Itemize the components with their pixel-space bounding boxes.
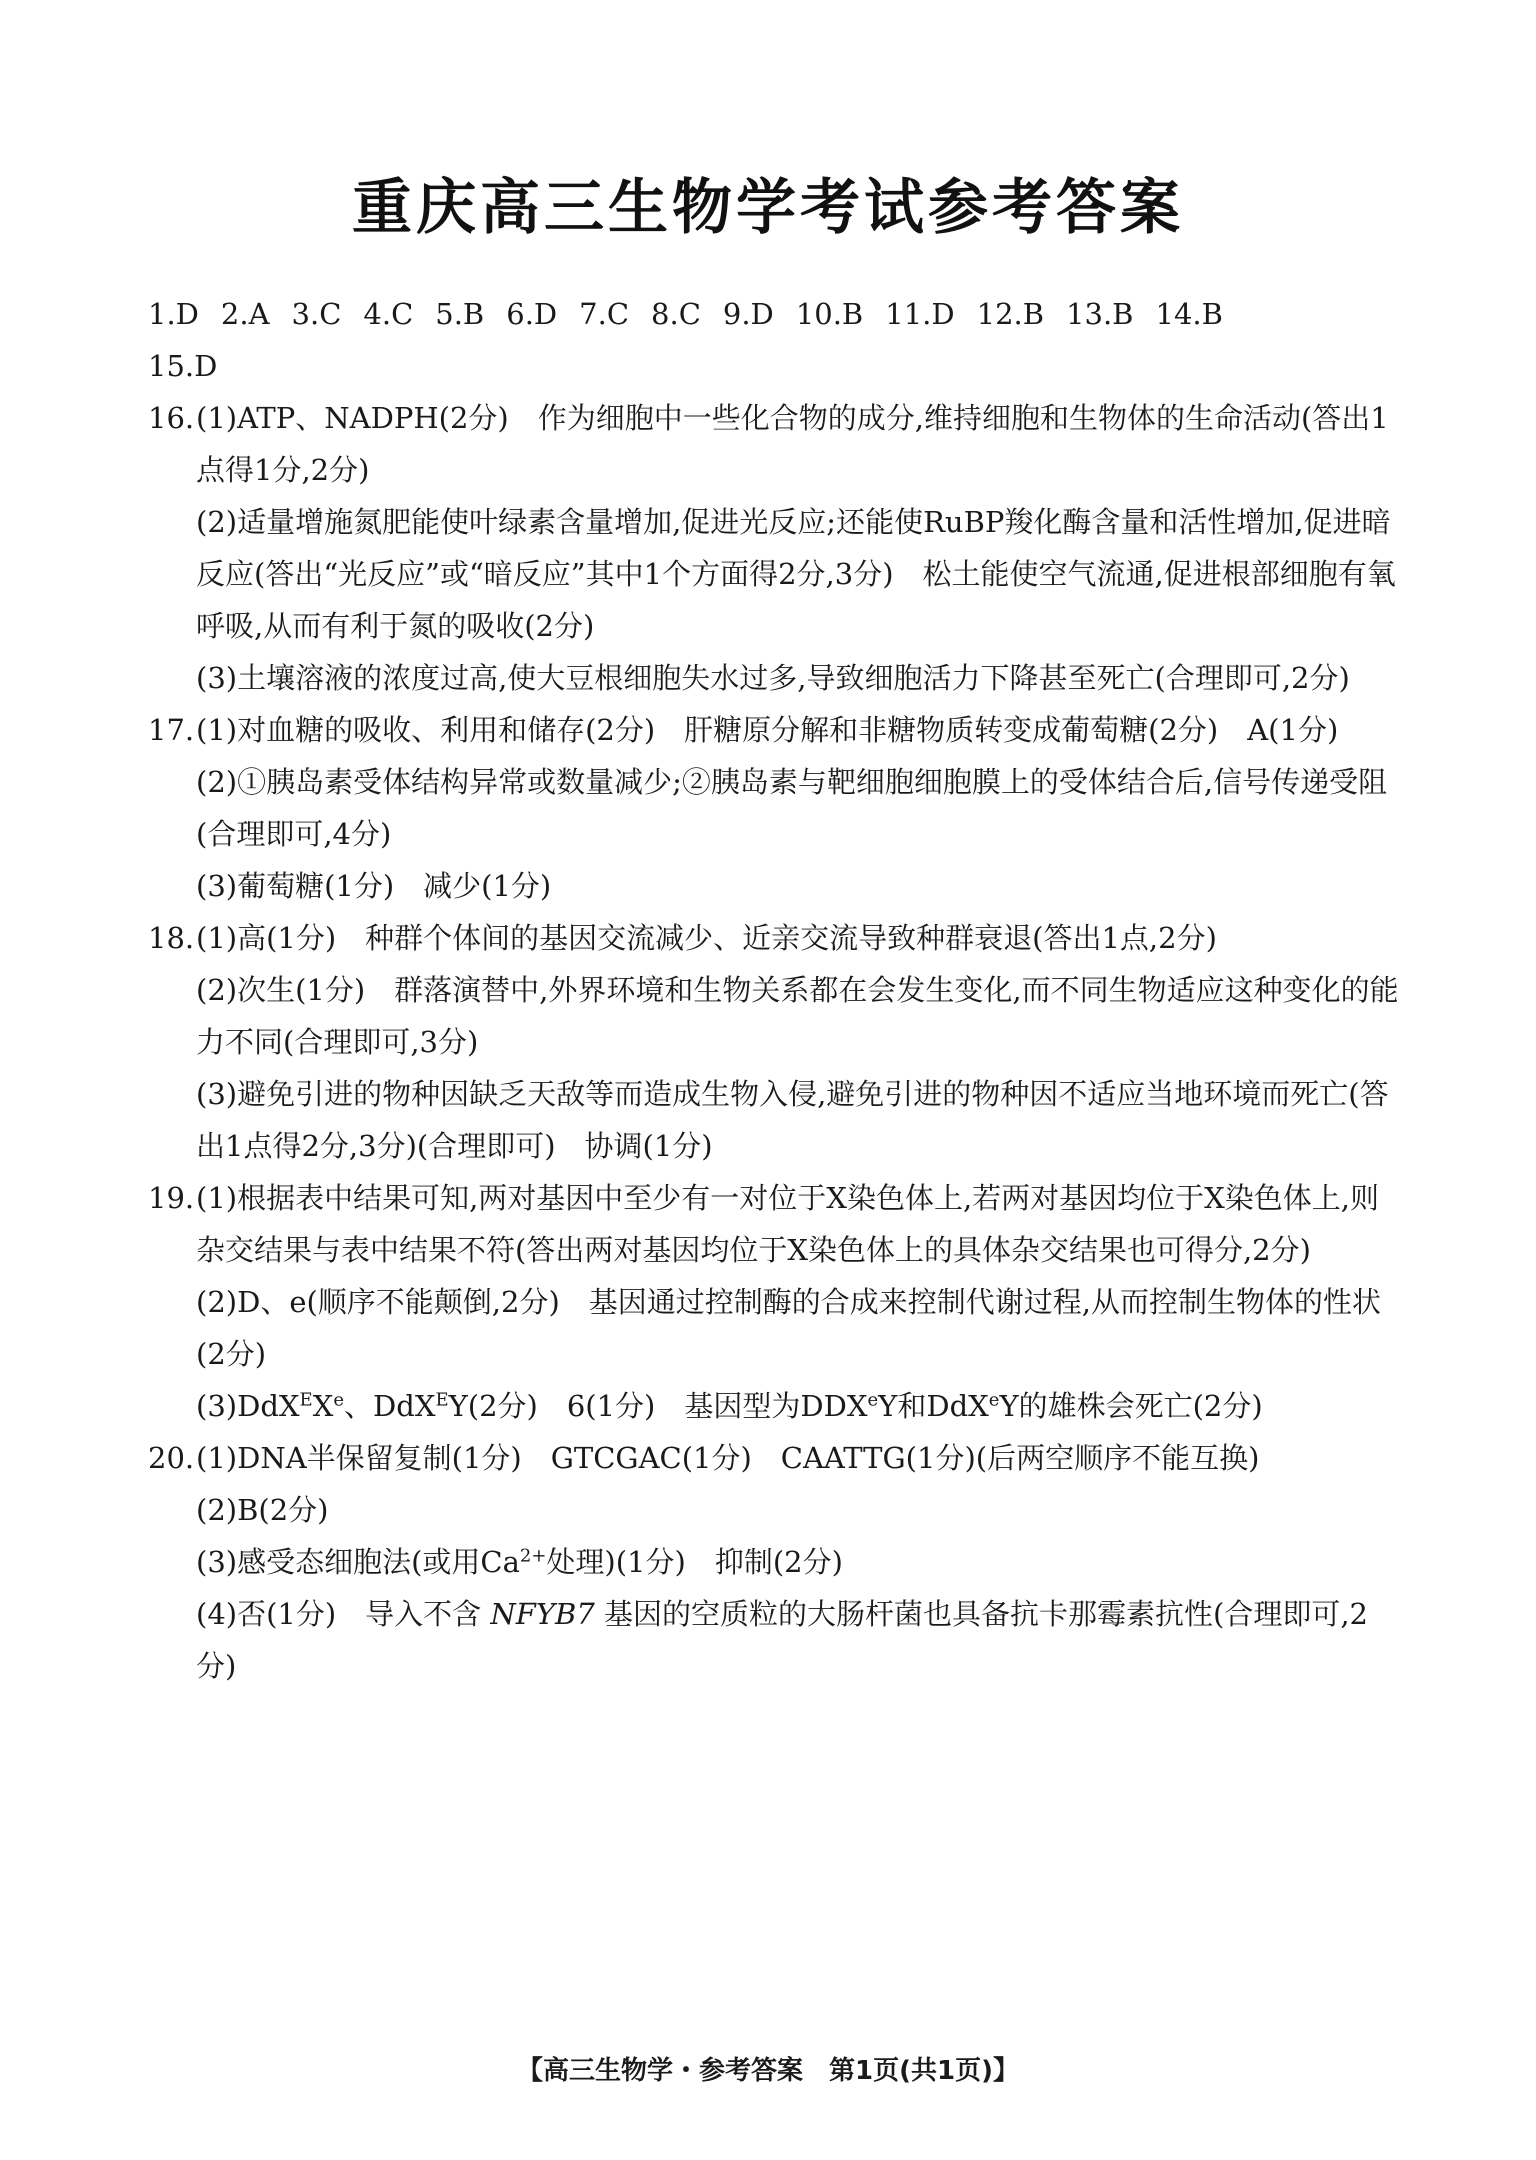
multiple-choice-line-2 <box>148 340 1408 392</box>
question-number: 16. <box>148 401 195 435</box>
mc-answer: 8.C <box>651 297 701 331</box>
mc-answer: 2.A <box>220 297 270 331</box>
answer-part: (2)D、e(顺序不能颠倒,2分) 基因通过控制酶的合成来控制代谢过程,从而控制生物体的性状(2分) <box>196 1285 1382 1371</box>
question-number: 18. <box>148 921 195 955</box>
question-number: 20. <box>148 1441 195 1475</box>
mc-answer: 1.D <box>148 297 199 331</box>
superscript: e <box>333 1389 344 1411</box>
mc-answer: 9.D <box>722 297 774 331</box>
answer-part: (2)B(2分) <box>196 1493 329 1527</box>
superscript: E <box>299 1389 313 1411</box>
multiple-choice-line-1 <box>148 288 1408 340</box>
question-number: 17. <box>148 713 195 747</box>
superscript: e <box>988 1389 1000 1411</box>
answer-part: (2)适量增施氮肥能使叶绿素含量增加,促进光反应;还能使RuBP羧化酶含量和活性增加,促进暗反应(答出“光反应”或“暗反应”其中1个方面得2分,3分) 松土能使空气流通,促进根部细胞有氧呼吸,从而有利于氮的吸收(2分) <box>196 505 1396 643</box>
answer-part: (3)避免引进的物种因缺乏天敌等而造成生物入侵,避免引进的物种因不适应当地环境而死亡(答出1点得2分,3分)(合理即可) 协调(1分) <box>196 1077 1389 1163</box>
text-run: (4)否(1分) 导入不含 <box>196 1597 482 1631</box>
text-run: 、DdX <box>344 1389 436 1423</box>
mc-answer: 3.C <box>291 297 342 331</box>
gene-name: NFYB7 <box>490 1597 595 1631</box>
question-20 <box>148 1432 1408 1692</box>
mc-answer: 6.D <box>506 297 558 331</box>
mc-answer: 12.B <box>976 297 1045 331</box>
text-run: (3)感受态细胞法(或用Ca <box>196 1545 520 1579</box>
question-number: 19. <box>148 1181 195 1215</box>
question-18 <box>148 912 1408 1172</box>
superscript: 2+ <box>519 1545 547 1567</box>
answer-part: (3)土壤溶液的浓度过高,使大豆根细胞失水过多,导致细胞活力下降甚至死亡(合理即可,2分) <box>196 661 1350 695</box>
page-footer: 【高三生物学・参考答案 第1页(共1页)】 <box>517 2056 1019 2086</box>
mc-answer: 11.D <box>885 297 955 331</box>
mc-answer: 4.C <box>363 297 414 331</box>
mc-answer: 15.D <box>148 349 218 383</box>
mc-answer: 13.B <box>1066 297 1134 331</box>
answer-part: (1)DNA半保留复制(1分) GTCGAC(1分) CAATTG(1分)(后两空顺序不能互换) <box>196 1441 1260 1475</box>
page-title: 重庆高三生物学考试参考答案 <box>352 173 1184 243</box>
answer-part: (3)葡萄糖(1分) 减少(1分) <box>196 869 552 903</box>
text-run: Y(2分) 6(1分) 基因型为DDX <box>448 1389 868 1423</box>
mc-answer: 10.B <box>795 297 864 331</box>
question-16 <box>148 392 1408 704</box>
superscript: E <box>435 1389 449 1411</box>
question-19 <box>148 1172 1408 1432</box>
answer-part: (1)根据表中结果可知,两对基因中至少有一对位于X染色体上,若两对基因均位于X染色体上,则杂交结果与表中结果不符(答出两对基因均位于X染色体上的具体杂交结果也可得分,2分) <box>196 1181 1380 1267</box>
answer-part-genotypes <box>196 1380 1408 1432</box>
question-17 <box>148 704 1408 912</box>
text-run: Y的雄株会死亡(2分) <box>999 1389 1263 1423</box>
answer-part: (1)高(1分) 种群个体间的基因交流减少、近亲交流导致种群衰退(答出1点,2分) <box>196 921 1217 955</box>
answer-part: (2)次生(1分) 群落演替中,外界环境和生物关系都在会发生变化,而不同生物适应这种变化的能力不同(合理即可,3分) <box>196 973 1399 1059</box>
text-run: (3)DdX <box>196 1389 300 1423</box>
text-run: 基因的空质粒的大肠杆菌也具备抗卡那霉素抗性(合理即可,2分) <box>196 1597 1368 1683</box>
answer-part: (2)①胰岛素受体结构异常或数量减少;②胰岛素与靶细胞细胞膜上的受体结合后,信号传递受阻(合理即可,4分) <box>196 765 1388 851</box>
superscript: e <box>867 1389 879 1411</box>
answer-part: (1)对血糖的吸收、利用和储存(2分) 肝糖原分解和非糖物质转变成葡萄糖(2分) A(1分) <box>196 713 1339 747</box>
answer-part: (1)ATP、NADPH(2分) 作为细胞中一些化合物的成分,维持细胞和生物体的生命活动(答出1点得1分,2分) <box>196 401 1389 487</box>
answer-part <box>196 1588 1408 1692</box>
text-run: X <box>312 1389 334 1423</box>
text-run: Y和DdX <box>878 1389 989 1423</box>
mc-answer: 14.B <box>1155 297 1223 331</box>
answer-body <box>148 288 1408 1692</box>
answer-part <box>196 1536 1408 1588</box>
mc-answer: 7.C <box>579 297 630 331</box>
text-run: 处理)(1分) 抑制(2分) <box>546 1545 843 1579</box>
mc-answer: 5.B <box>435 297 485 331</box>
